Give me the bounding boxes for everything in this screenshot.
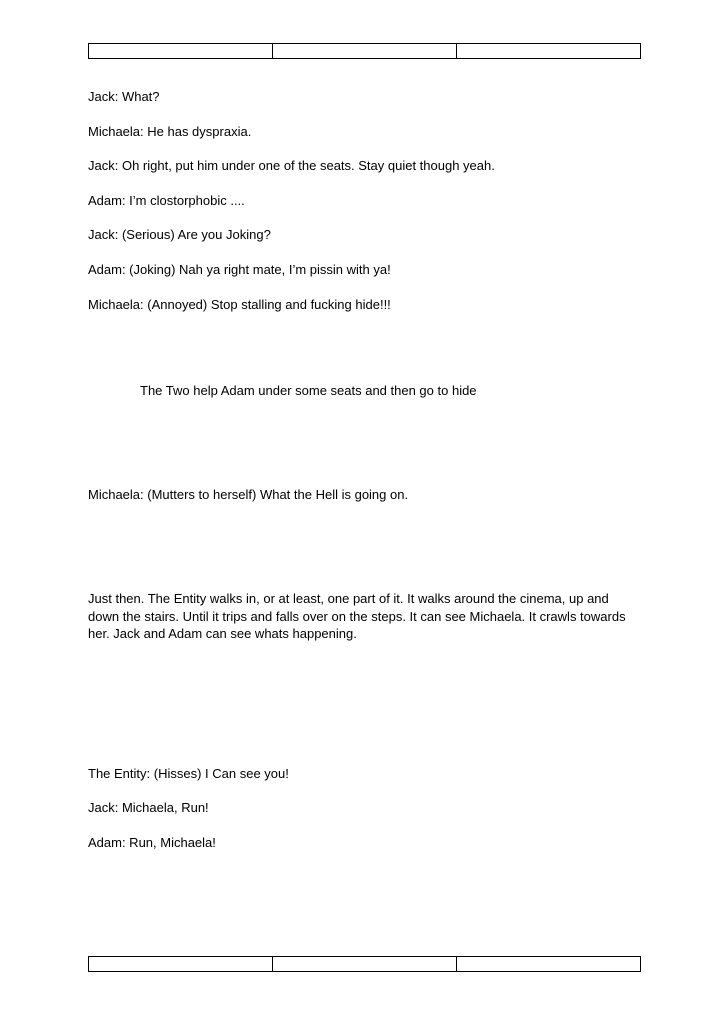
footer-cell	[457, 957, 641, 972]
footer-table	[88, 956, 641, 972]
footer-cell	[273, 957, 457, 972]
dialogue-line: Michaela: (Mutters to herself) What the Hell is going on.	[88, 487, 409, 502]
header-cell	[89, 44, 273, 59]
stage-direction: The Two help Adam under some seats and then go to hide	[140, 383, 477, 398]
header-cell	[273, 44, 457, 59]
dialogue-line: Michaela: (Annoyed) Stop stalling and fucking hide!!!	[88, 297, 391, 312]
dialogue-line: Adam: I’m clostorphobic ....	[88, 193, 245, 208]
footer-row	[89, 957, 641, 972]
header-cell	[457, 44, 641, 59]
dialogue-line: The Entity: (Hisses) I Can see you!	[88, 766, 289, 781]
dialogue-line: Jack: What?	[88, 89, 160, 104]
header-table	[88, 43, 641, 59]
dialogue-line: Jack: (Serious) Are you Joking?	[88, 227, 271, 242]
dialogue-line: Michaela: He has dyspraxia.	[88, 124, 252, 139]
dialogue-line: Adam: Run, Michaela!	[88, 835, 216, 850]
header-row	[89, 44, 641, 59]
dialogue-line: Adam: (Joking) Nah ya right mate, I’m pissin with ya!	[88, 262, 391, 277]
footer-cell	[89, 957, 273, 972]
dialogue-line: Jack: Michaela, Run!	[88, 800, 209, 815]
dialogue-line: Jack: Oh right, put him under one of the seats. Stay quiet though yeah.	[88, 158, 495, 173]
action-paragraph: Just then. The Entity walks in, or at least, one part of it. It walks around the cinema, up and down the stairs. Until it trips and falls over on the steps. It can see Michaela. It crawls towards her. Jack and Adam can see whats happening.	[88, 591, 626, 641]
